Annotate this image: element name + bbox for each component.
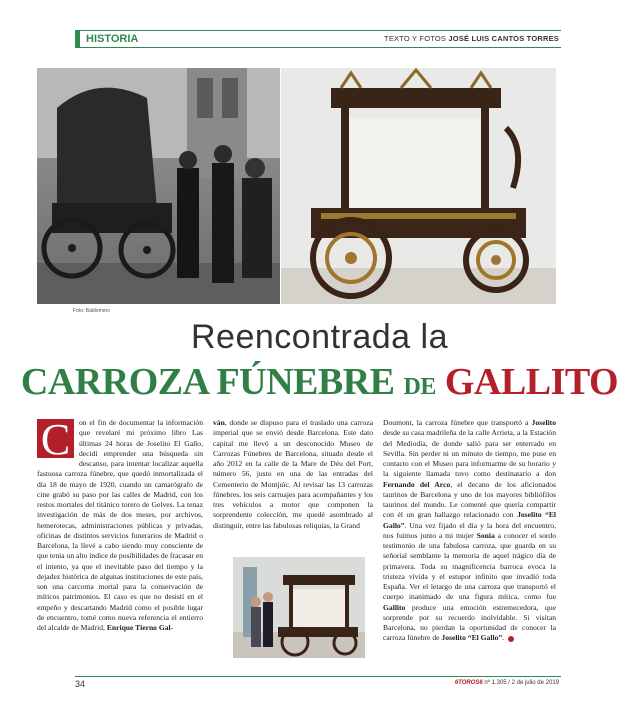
column-3-text-m: . <box>502 633 505 643</box>
column-3-text-i: a conocer el sordo testimonio de una fabulosa carroza, que guarda en su señorial semblante la memoria de aquel trágico día de primavera. Toda su magnificencia barroca evoca la tristeza vívida y el estupor infinito que invadió toda España. Ver el letargo de una carroza que transportó el cuerpo inanimado de una figura mítica, como fue <box>383 530 556 602</box>
header-bar <box>75 30 561 48</box>
column-3-text-a: Doumont, la carroza fúnebre que transportó a <box>383 418 529 427</box>
column-3-bold-l: Joselito “El Gallo” <box>441 633 503 643</box>
headline-line2 <box>0 360 639 404</box>
byline-author: JOSÉ LUIS CANTOS TORRES <box>448 34 559 43</box>
column-2-bold: ván <box>213 418 225 427</box>
footer-issue <box>455 680 559 686</box>
headline-line1: Reencontrada la <box>190 318 448 356</box>
column-3-bold-f: Joselito “El Gallo” <box>383 510 557 530</box>
column-3-text-k: produce una emoción estremecedora, que sorprende por su recuerdo inolvidable. Si visitan Barcelona, no pierdan la oportunidad de conocer la carroza fúnebre de <box>383 602 557 643</box>
section-tag: HISTORIA <box>75 31 144 47</box>
page-number: 34 <box>75 679 86 689</box>
headline-part2: DE <box>403 374 436 400</box>
headline-part1: CARROZA FÚNEBRE <box>20 361 395 403</box>
column-3-bold-b: Joselito <box>531 418 557 427</box>
column-3-bold-j: Gallito <box>383 602 406 612</box>
museum-hearse-photo <box>281 68 556 304</box>
article-column-1 <box>37 415 203 676</box>
article-column-2 <box>213 418 373 548</box>
column-2-text: , donde se dispuso para el traslado una carroza imperial que se envió desde Barcelona. Este dato capital me llevó a un desconocido Museo de Carrozas Fúnebres de Barcelona, situado desde el año 2012 en la calle de la Mare de Déu del Port, número 56, justo en una de las entradas del Cementerio de Montjuïc. Al revisar las 13 carrozas fúnebres, los seis carruajes para acompañantes y los tres vehículos a motor que componen la sorprendente colección, me quedé asombrado al distinguir, entre las fabulosas reliquias, la Grand <box>213 418 373 530</box>
issue-info: nº 1.305 / 2 de julio de 2019 <box>484 680 559 686</box>
drop-cap: C <box>37 419 74 458</box>
photo-caption: Foto: Baldomero <box>73 308 110 314</box>
column-3-text-g: . Una vez fijado el día y la hora del encuentro, nos fuimos junto a mi mujer <box>383 520 556 540</box>
column-3-bold-d: Fernando del Arco <box>383 479 451 489</box>
inset-photo <box>233 557 365 658</box>
column-3-text-e: , el decano de los aficionados taurinos de Barcelona y uno de los mayores bibliófilos taurinos del mundo. Le comenté que quería compartir con él un gran hallazgo relacionado con <box>383 479 557 520</box>
magazine-name: 6TOROS6 <box>454 680 483 686</box>
column-3-text-c: desde su casa madrileña de la calle Arrieta, a la Estación del Mediodía, de donde salió para ser enterrado en Sevilla. Sin perder ni un minuto de tiempo, me puse en contacto con el Museo para informarme de su horario y la siguiente llamada tuvo como destinatario a don <box>383 428 556 479</box>
byline-prefix: TEXTO Y FOTOS <box>384 34 447 43</box>
headline-part3: GALLITO <box>444 361 619 403</box>
column-1-bold: Enrique Tierno Gal- <box>106 623 174 632</box>
footer-rule <box>75 676 561 677</box>
byline <box>384 31 559 47</box>
column-3-bold-h: Sonia <box>476 530 495 540</box>
historic-hearse-photo <box>37 68 280 304</box>
article-column-3 <box>383 418 556 680</box>
end-of-article-mark <box>508 636 514 642</box>
column-1-text: on el fin de documentar la información que revelaré mi próximo libro Las últimas 24 horas de Joselito El Gallo, decidí emprender una búsqueda sin descanso, para intentar localizar aquella fastuosa carroza fúnebre, que quedó inmortalizada el día 18 de mayo de 1920, cuando un camarógrafo de cine grabó su paso por las calles de Madrid, con los restos mortales del titánico torero de Gelves. La tenaz investigación de más de dos meses, por archivos, hemerotecas, administraciones públicas y privadas, oficinas de distintos servicios funerarios de Madrid o Barcelona, la llevé a cabo siendo muy consciente de que tenía un alto índice de posibilidades de fracasar en el intento, ya que el inevitable paso del tiempo y la dejadez histórica de algunas instituciones de este país, son una carcoma mortal para la conservación de míticos patrimonios. El caso es que no desistí en el empeño y descartando Madrid como el posible lugar de encuentro, tomé como nueva referencia el entierro del alcalde de Madrid, <box>37 418 203 632</box>
